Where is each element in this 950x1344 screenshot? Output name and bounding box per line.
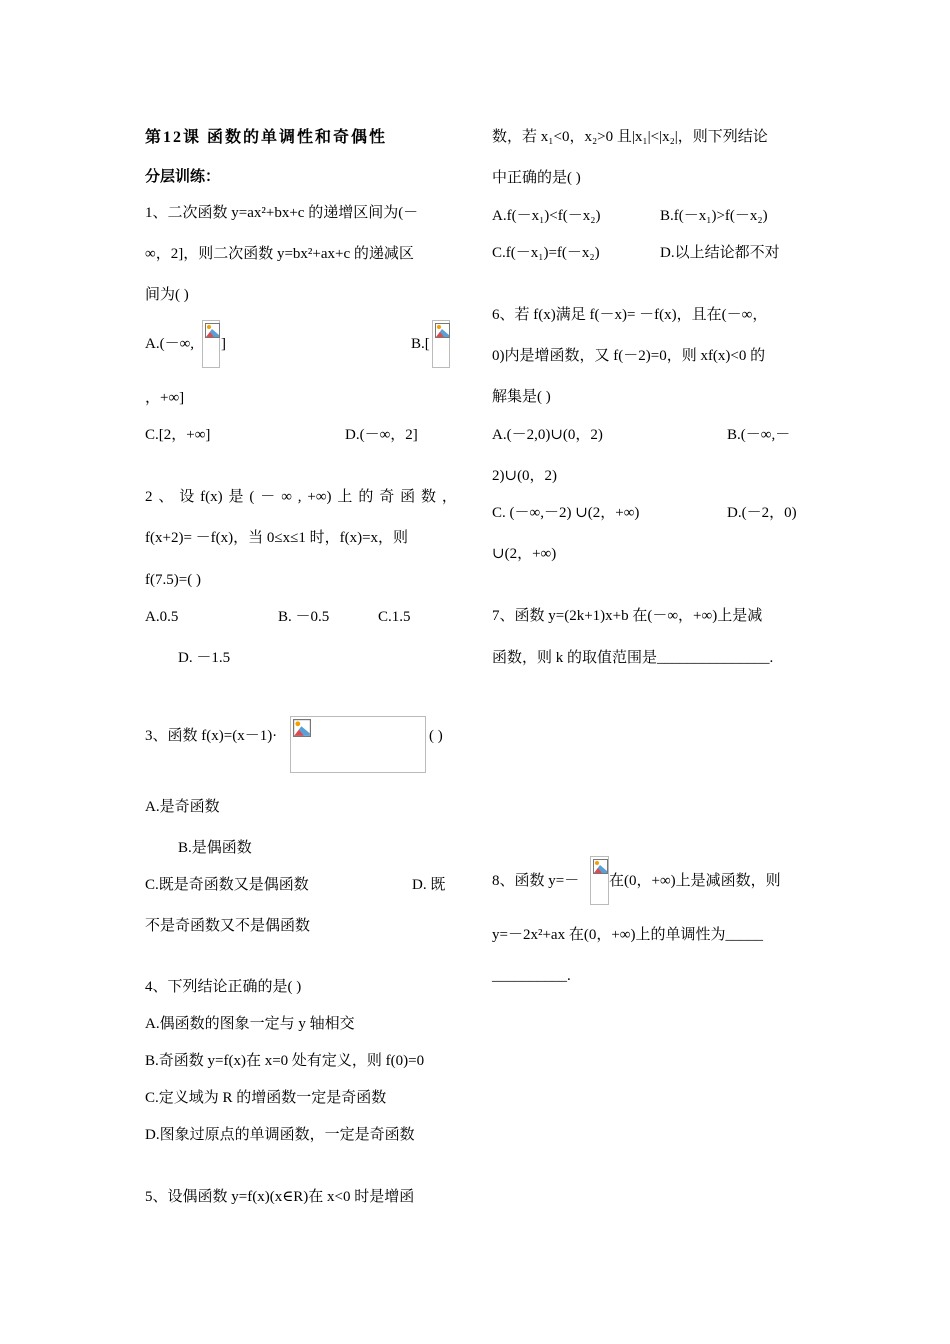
q1-option-a: A.(－∞, [145, 336, 195, 352]
q2-option-c: C.1.5 [378, 609, 411, 625]
q5-line-3: 中正确的是( ) [492, 170, 581, 186]
q3-stem: 3、函数 f(x)=(x－1)· [145, 728, 278, 744]
q1-option-c: C.[2，+∞] [145, 427, 211, 443]
q5-option-a: A.f(－x₁)<f(－x₂) [492, 208, 601, 224]
q2-text: ( [249, 489, 255, 505]
q5-line-2: 数，若 x₁<0，x₂>0 且|x₁|<|x₂|，则下列结论 [492, 129, 768, 145]
q4-option-a: A.偶函数的图象一定与 y 轴相交 [145, 1016, 355, 1032]
q8-stem-start: 8、函数 y=－ [492, 873, 580, 889]
q6-line-2: 0)内是增函数，又 f(－2)=0，则 xf(x)<0 的 [492, 348, 766, 364]
q5-option-c: C.f(－x₁)=f(－x₂) [492, 245, 600, 261]
q6-line-3: 解集是( ) [492, 389, 551, 405]
q2-text: , [297, 489, 302, 505]
q4-stem: 4、下列结论正确的是( ) [145, 979, 302, 995]
q2-text: f(x) [200, 489, 223, 505]
q6-option-c: C. (－∞,－2) ∪(2，+∞) [492, 505, 640, 521]
q3-option-d: D. 既 [412, 877, 446, 893]
q1-line-3: 间为( ) [145, 287, 189, 303]
q1-line-2: ∞，2]，则二次函数 y=bx²+ax+c 的递减区 [145, 246, 414, 262]
q2-text: ， [441, 489, 457, 505]
q6-option-d: D.(－2，0) [727, 505, 797, 521]
q2-line-1 [145, 487, 457, 507]
section-heading: 分层训练： [145, 169, 221, 185]
broken-image-icon [290, 716, 426, 773]
q8-stem-end: 在(0，+∞)上是减函数，则 [609, 873, 781, 889]
q2-option-d: D. －1.5 [178, 650, 231, 666]
q2-text: 奇 [379, 489, 395, 505]
q2-text: 的 [358, 489, 374, 505]
q5-option-d: D.以上结论都不对 [660, 245, 780, 261]
q2-text: － [260, 489, 276, 505]
q7-line-2: 函数，则 k 的取值范围是_______________. [492, 650, 774, 666]
q3-option-a: A.是奇函数 [145, 799, 220, 815]
q2-text: ∞ [281, 489, 292, 505]
q2-text: +∞) [307, 489, 332, 505]
q1-option-a-end: ] [221, 336, 226, 352]
q8-line-2: y=－2x²+ax 在(0，+∞)上的单调性为_____ [492, 927, 763, 943]
q5-option-b: B.f(－x₁)>f(－x₂) [660, 208, 768, 224]
q2-text: 设 [179, 489, 195, 505]
q2-option-a: A.0.5 [145, 609, 179, 625]
q1-option-b: B.[ [411, 336, 430, 352]
q4-option-c: C.定义域为 R 的增函数一定是奇函数 [145, 1090, 387, 1106]
broken-image-icon [590, 856, 609, 905]
q6-line-1: 6、若 f(x)满足 f(－x)= －f(x)，且在(－∞， [492, 307, 768, 323]
q4-option-b: B.奇函数 y=f(x)在 x=0 处有定义，则 f(0)=0 [145, 1053, 425, 1069]
q2-text: 是 [228, 489, 244, 505]
q4-option-d: D.图象过原点的单调函数，一定是奇函数 [145, 1127, 415, 1143]
q2-text: 、 [158, 489, 174, 505]
page-title: 第12课 函数的单调性和奇偶性 [145, 129, 388, 146]
q6-option-b: B.(－∞,－ [727, 427, 791, 443]
q6-option-b-cont: 2)∪(0，2) [492, 468, 558, 484]
q2-line-2: f(x+2)= －f(x)，当 0≤x≤1 时，f(x)=x，则 [145, 530, 409, 546]
q3-option-b: B.是偶函数 [178, 840, 252, 856]
q3-answer-paren: ( ) [429, 728, 443, 744]
q6-option-a: A.(－2,0)∪(0，2) [492, 427, 603, 443]
q2-line-3: f(7.5)=( ) [145, 572, 201, 588]
q2-text: 函 [400, 489, 416, 505]
broken-image-icon [432, 320, 450, 368]
q5-line-1: 5、设偶函数 y=f(x)(x∈R)在 x<0 时是增函 [145, 1189, 415, 1205]
q6-option-d-cont: ∪(2，+∞) [492, 546, 557, 562]
q1-line-1: 1、二次函数 y=ax²+bx+c 的递增区间为(－ [145, 205, 419, 221]
q2-text: 2 [145, 489, 153, 505]
broken-image-icon [202, 320, 220, 368]
q2-text: 上 [337, 489, 353, 505]
q3-option-d-cont: 不是奇函数又不是偶函数 [145, 918, 311, 934]
q7-line-1: 7、函数 y=(2k+1)x+b 在(－∞，+∞)上是减 [492, 608, 763, 624]
q2-text: 数 [420, 489, 436, 505]
q1-option-b-cont: ，+∞] [145, 390, 185, 406]
q1-option-d: D.(－∞，2] [345, 427, 418, 443]
q8-line-3: __________. [492, 968, 571, 984]
q2-option-b: B. －0.5 [278, 609, 330, 625]
q3-option-c: C.既是奇函数又是偶函数 [145, 877, 309, 893]
